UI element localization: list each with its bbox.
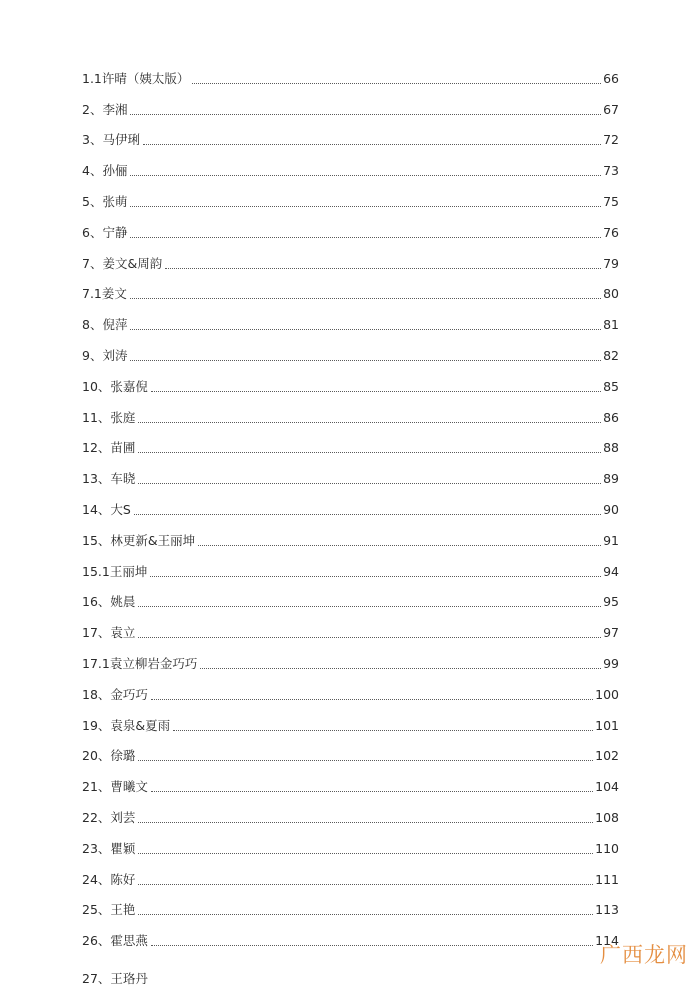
toc-entry[interactable] [82,765,619,796]
toc-entry-title: 9、刘涛 [82,347,128,363]
toc-entry-page-number: 86 [603,409,619,425]
toc-entry[interactable] [82,334,619,365]
toc-entry-title: 3、马伊琍 [82,132,140,148]
toc-entry-page-number: 79 [603,255,619,271]
toc-entry-title: 21、曹曦文 [82,779,148,795]
toc-entry-page-number: 113 [595,902,619,918]
toc-entry-page-number: 67 [603,101,619,117]
dot-leader [151,391,601,392]
toc-entry[interactable] [82,519,619,550]
dot-leader [138,606,601,607]
toc-entry-page-number: 75 [603,193,619,209]
toc-entry-page-number: 90 [603,501,619,517]
toc-entry-page-number: 97 [603,625,619,641]
toc-entry-title: 5、张萌 [82,193,128,209]
toc-entry-page-number: 80 [603,286,619,302]
toc-entry-title: 24、陈好 [82,871,136,887]
toc-entry[interactable] [82,550,619,581]
toc-entry[interactable] [82,396,619,427]
toc-entry[interactable] [82,242,619,273]
toc-entry[interactable] [82,642,619,673]
dot-leader [151,699,593,700]
toc-entry[interactable] [82,704,619,735]
dot-leader [165,268,601,269]
dot-leader [198,545,601,546]
toc-entry[interactable] [82,303,619,334]
dot-leader [130,175,601,176]
dot-leader [150,576,601,577]
toc-entry-title: 18、金巧巧 [82,686,148,702]
toc-entry-page-number: 88 [603,440,619,456]
toc-entry[interactable] [82,57,619,88]
toc-entry-title: 7、姜文&周韵 [82,255,163,271]
toc-entry[interactable] [82,581,619,612]
toc-entry-title: 10、张嘉倪 [82,378,148,394]
toc-entry[interactable] [82,457,619,488]
toc-entry-title: 4、孙俪 [82,163,128,179]
toc-entry-page-number: 99 [603,655,619,671]
toc-entry-title: 1.1许晴（姨太版） [82,70,190,86]
dot-leader [151,945,593,946]
dot-leader [130,114,601,115]
toc-entry-title: 13、车晓 [82,471,136,487]
toc-entry[interactable] [82,427,619,458]
toc-entry-page-number: 89 [603,471,619,487]
toc-entry-page-number: 76 [603,224,619,240]
toc-entry-title: 16、姚晨 [82,594,136,610]
dot-leader [138,452,601,453]
toc-entry-title: 2、李湘 [82,101,128,117]
toc-entry-page-number: 104 [595,779,619,795]
toc-entry-title: 8、倪萍 [82,317,128,333]
toc-entry-page-number: 114 [595,933,619,949]
toc-entry-page-number: 82 [603,347,619,363]
toc-entry-page-number: 72 [603,132,619,148]
toc-entry[interactable] [82,365,619,396]
toc-entry-page-number: 85 [603,378,619,394]
toc-entry[interactable] [82,858,619,889]
dot-leader [138,422,601,423]
toc-entry[interactable] [82,611,619,642]
toc-entry-title: 17、袁立 [82,625,136,641]
toc-entry[interactable] [82,796,619,827]
dot-leader [138,822,593,823]
dot-leader [134,514,601,515]
toc-entry[interactable] [82,889,619,920]
dot-leader [130,298,601,299]
table-of-contents [82,57,619,950]
toc-entry-title: 7.1姜文 [82,286,127,302]
toc-entry-page-number: 111 [595,871,619,887]
dot-leader [200,668,601,669]
toc-entry-title: 19、袁泉&夏雨 [82,717,171,733]
dot-leader [138,884,593,885]
toc-entry[interactable] [82,919,619,950]
toc-entry-page-number: 66 [603,70,619,86]
toc-entry-title: 23、瞿颖 [82,840,136,856]
toc-entry-page-number: 94 [603,563,619,579]
toc-entry-title: 14、大S [82,501,131,517]
dot-leader [151,791,593,792]
toc-entry-page-number: 100 [595,686,619,702]
toc-entry-page-number: 102 [595,748,619,764]
toc-entry-title: 12、苗圃 [82,440,136,456]
toc-entry-page-number: 110 [595,840,619,856]
toc-entry-title: 17.1袁立柳岩金巧巧 [82,655,198,671]
toc-entry[interactable] [82,149,619,180]
toc-entry-title: 15、林更新&王丽坤 [82,532,196,548]
toc-entry[interactable] [82,119,619,150]
dot-leader [143,144,601,145]
dot-leader [130,237,601,238]
toc-entry[interactable] [82,735,619,766]
toc-entry-page-number: 108 [595,809,619,825]
cut-off-row-text: 27、王珞丹 [82,971,148,986]
toc-entry-page-number: 81 [603,317,619,333]
toc-entry-title: 20、徐璐 [82,748,136,764]
dot-leader [130,206,601,207]
dot-leader [138,853,593,854]
toc-entry-page-number: 95 [603,594,619,610]
toc-entry-title: 11、张庭 [82,409,136,425]
dot-leader [130,329,601,330]
toc-entry[interactable] [82,180,619,211]
dot-leader [173,730,593,731]
toc-entry[interactable] [82,488,619,519]
dot-leader [130,360,601,361]
toc-entry[interactable] [82,273,619,304]
toc-entry[interactable] [82,673,619,704]
dot-leader [138,637,601,638]
site-watermark: 广西龙网 [600,943,688,967]
toc-entry-title: 6、宁静 [82,224,128,240]
dot-leader [192,83,601,84]
toc-entry-title: 26、霍思燕 [82,933,148,949]
toc-entry-title: 25、王艳 [82,902,136,918]
toc-entry-page-number: 73 [603,163,619,179]
toc-entry-title: 15.1王丽坤 [82,563,148,579]
toc-entry-page-number: 91 [603,532,619,548]
dot-leader [138,483,601,484]
toc-entry-page-number: 101 [595,717,619,733]
toc-entry[interactable] [82,88,619,119]
dot-leader [138,914,593,915]
toc-entry[interactable] [82,211,619,242]
toc-entry[interactable] [82,827,619,858]
toc-entry-title: 22、刘芸 [82,809,136,825]
dot-leader [138,760,593,761]
cut-off-toc-row [82,960,162,986]
